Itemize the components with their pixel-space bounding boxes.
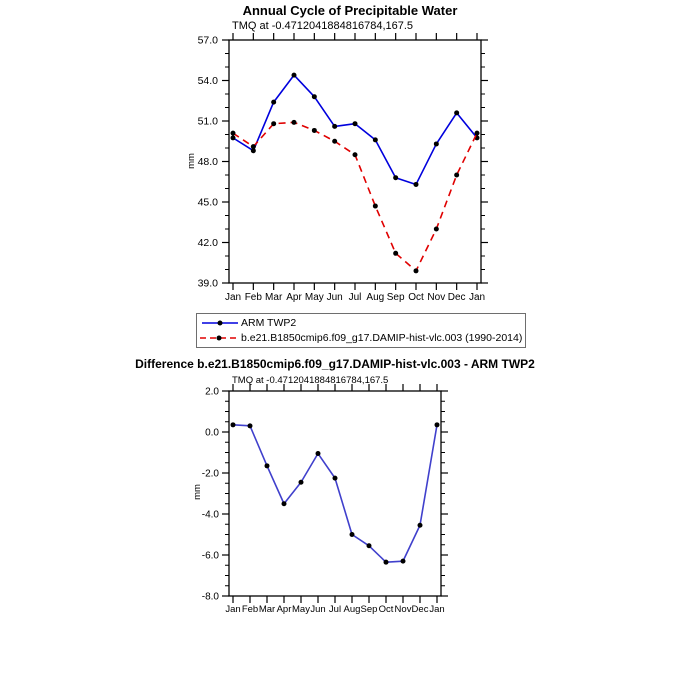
chart1-subtitle: TMQ at -0.4712041884816784,167.5 xyxy=(232,20,414,32)
svg-text:Jun: Jun xyxy=(310,604,326,615)
legend-row-model xyxy=(200,331,522,346)
svg-text:Jul: Jul xyxy=(348,292,362,303)
chart2-title: Difference b.e21.B1850cmip6.f09_g17.DAMIP-hist-vlc.003 - ARM TWP2 xyxy=(135,357,535,371)
svg-text:Jan: Jan xyxy=(224,292,242,303)
legend-box xyxy=(196,313,526,348)
svg-text:42.0: 42.0 xyxy=(197,237,218,249)
svg-text:Mar: Mar xyxy=(258,604,276,615)
svg-text:57.0: 57.0 xyxy=(197,34,218,47)
legend-row-obs xyxy=(200,316,522,331)
svg-text:Dec: Dec xyxy=(447,292,466,303)
svg-text:2.0: 2.0 xyxy=(205,386,219,398)
svg-text:May: May xyxy=(292,604,310,615)
svg-text:Sep: Sep xyxy=(360,604,378,615)
svg-text:Jun: Jun xyxy=(326,292,343,303)
legend-model-line-icon xyxy=(200,332,240,344)
svg-text:0.0: 0.0 xyxy=(205,427,219,439)
svg-text:Feb: Feb xyxy=(241,604,259,615)
svg-text:39.0: 39.0 xyxy=(197,277,218,290)
chart2-y-axis-label: mm xyxy=(192,484,203,500)
svg-text:May: May xyxy=(304,292,324,303)
svg-text:Apr: Apr xyxy=(286,292,302,303)
svg-text:Aug: Aug xyxy=(366,292,385,303)
chart1-title: Annual Cycle of Precipitable Water xyxy=(242,3,458,18)
svg-text:51.0: 51.0 xyxy=(197,115,218,128)
svg-text:Mar: Mar xyxy=(265,292,283,303)
legend-obs-line-icon xyxy=(200,317,240,329)
svg-text:Jul: Jul xyxy=(328,604,342,615)
svg-text:Jan: Jan xyxy=(225,604,241,615)
svg-text:Oct: Oct xyxy=(408,292,424,303)
svg-text:Sep: Sep xyxy=(386,292,405,303)
svg-text:-6.0: -6.0 xyxy=(201,550,219,562)
legend-label-obs: ARM TWP2 xyxy=(241,317,297,330)
svg-text:-8.0: -8.0 xyxy=(201,591,219,603)
svg-text:Nov: Nov xyxy=(394,604,412,615)
chart1-y-axis-label: mm xyxy=(186,153,197,169)
difference-chart xyxy=(0,350,700,700)
svg-text:Aug: Aug xyxy=(343,604,361,615)
chart2-subtitle: TMQ at -0.4712041884816784,167.5 xyxy=(232,375,389,386)
svg-text:Dec: Dec xyxy=(411,604,429,615)
svg-text:Jan: Jan xyxy=(429,604,445,615)
svg-text:54.0: 54.0 xyxy=(197,75,218,87)
svg-text:Jan: Jan xyxy=(468,292,486,303)
svg-text:Oct: Oct xyxy=(378,604,394,615)
svg-text:-4.0: -4.0 xyxy=(201,509,219,521)
svg-text:48.0: 48.0 xyxy=(197,156,218,168)
svg-text:Apr: Apr xyxy=(276,604,292,615)
svg-text:45.0: 45.0 xyxy=(197,196,218,209)
svg-text:Feb: Feb xyxy=(244,292,262,303)
svg-text:-2.0: -2.0 xyxy=(201,468,219,480)
legend-label-model: b.e21.B1850cmip6.f09_g17.DAMIP-hist-vlc.003 (1990-2014) xyxy=(241,331,523,344)
svg-text:Nov: Nov xyxy=(427,292,446,303)
